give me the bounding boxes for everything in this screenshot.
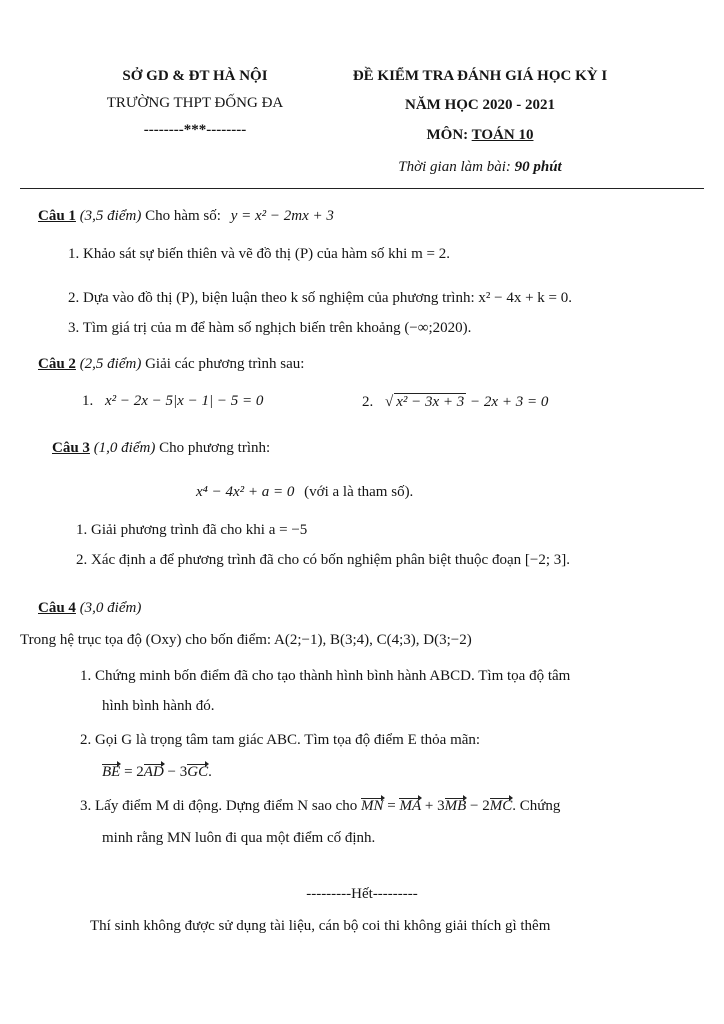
subject-line xyxy=(315,127,645,144)
q3-intro: Cho phương trình: xyxy=(159,440,271,456)
vector-ad: AD xyxy=(143,764,164,780)
q4-item-1-line-2: hình bình hành đó. xyxy=(102,698,215,714)
q4-item-3-text: 3. Lấy điểm M di động. Dựng điểm N sao cho xyxy=(80,798,358,814)
q2-eq2-radicand: x² − 3x + 3 xyxy=(396,394,465,410)
q2-eq1-expression: x² − 2x − 5|x − 1| − 5 = 0 xyxy=(105,393,264,409)
q3-eq-note: (với a là tham số). xyxy=(304,484,414,500)
sqrt-icon: √ xyxy=(385,394,394,410)
q1-item-2: 2. Dựa vào đồ thị (P), biện luận theo k số nghiệm của phương trình: x² − 4x + k = 0. xyxy=(68,290,573,306)
q2-heading xyxy=(38,356,304,373)
time-line xyxy=(315,159,645,176)
q1-heading xyxy=(38,208,334,225)
q1-intro: Cho hàm số: xyxy=(145,208,221,224)
school-year: NĂM HỌC 2020 - 2021 xyxy=(405,97,555,113)
eq-part: = 2 xyxy=(120,764,144,780)
q2-eq1-number: 1. xyxy=(82,393,94,409)
q4-item-3-line-2: minh rằng MN luôn đi qua một điểm cố định. xyxy=(102,830,376,846)
q4-item-2-vector-equation xyxy=(102,764,212,781)
q3-points: (1,0 điểm) xyxy=(93,440,156,456)
subject-label: MÔN: xyxy=(426,127,469,143)
eq-part: = xyxy=(383,798,400,814)
q4-points: (3,0 điểm) xyxy=(79,600,142,616)
header-divider xyxy=(20,188,704,189)
q3-equation xyxy=(196,484,413,501)
time-value: 90 phút xyxy=(514,159,562,175)
school-name: TRƯỜNG THPT ĐỐNG ĐA xyxy=(106,95,284,111)
vector-gc: GC xyxy=(187,764,209,780)
end-marker: ---------Hết--------- xyxy=(306,886,418,902)
q2-label: Câu 2 xyxy=(38,356,76,372)
vector-mb: MB xyxy=(444,798,467,814)
q3-item-1: 1. Giải phương trình đã cho khi a = −5 xyxy=(76,522,308,538)
q4-item-2-line-1: 2. Gọi G là trọng tâm tam giác ABC. Tìm tọa độ điểm E thỏa mãn: xyxy=(80,732,481,748)
q4-label: Câu 4 xyxy=(38,600,76,616)
q3-eq-expression: x⁴ − 4x² + a = 0 xyxy=(196,484,295,500)
time-label: Thời gian làm bài: xyxy=(398,159,511,175)
q1-points: (3,5 điểm) xyxy=(79,208,142,224)
eq-part: + 3 xyxy=(421,798,445,814)
eq-part: − 3 xyxy=(163,764,188,780)
vector-mn: MN xyxy=(361,798,384,814)
vector-ma: MA xyxy=(399,798,422,814)
q3-item-2: 2. Xác định a để phương trình đã cho có bốn nghiệm phân biệt thuộc đoạn [−2; 3]. xyxy=(76,552,570,568)
q2-equation-1 xyxy=(82,393,263,410)
q1-item-3: 3. Tìm giá trị của m để hàm số nghịch biến trên khoảng (−∞;2020). xyxy=(68,320,472,336)
exam-title: ĐỀ KIỂM TRA ĐÁNH GIÁ HỌC KỲ I xyxy=(352,68,608,84)
q4-item-1-line-1: 1. Chứng minh bốn điểm đã cho tạo thành hình bình hành ABCD. Tìm tọa độ tâm xyxy=(80,668,571,684)
q3-heading xyxy=(52,440,270,457)
department-name: SỞ GD & ĐT HÀ NỘI xyxy=(122,68,268,84)
eq-part: − 2 xyxy=(466,798,490,814)
q2-equation-2 xyxy=(362,393,548,411)
subject-name: TOÁN 10 xyxy=(471,127,534,143)
q4-item-3-end: . Chứng xyxy=(512,798,561,814)
q2-intro: Giải các phương trình sau: xyxy=(145,356,305,372)
q2-eq2-rest: − 2x + 3 = 0 xyxy=(470,394,549,410)
vector-be: BE xyxy=(102,764,121,780)
footer-note: Thí sinh không được sử dụng tài liệu, cán bộ coi thi không giải thích gì thêm xyxy=(90,918,551,934)
q4-item-3-line-1 xyxy=(80,798,560,815)
q1-item-1: 1. Khảo sát sự biến thiên và vẽ đồ thị (P) của hàm số khi m = 2. xyxy=(68,246,450,262)
eq-part: . xyxy=(208,764,212,780)
q3-label: Câu 3 xyxy=(52,440,90,456)
q1-function: y = x² − 2mx + 3 xyxy=(230,208,334,224)
q2-eq2-number: 2. xyxy=(362,394,374,410)
q1-label: Câu 1 xyxy=(38,208,76,224)
q4-heading xyxy=(38,600,141,617)
header-ornament: --------***-------- xyxy=(143,122,247,138)
q4-intro: Trong hệ trục tọa độ (Oxy) cho bốn điểm: A(2;−1), B(3;4), C(4;3), D(3;−2) xyxy=(20,632,472,648)
vector-mc: MC xyxy=(489,798,513,814)
q2-points: (2,5 điểm) xyxy=(79,356,142,372)
